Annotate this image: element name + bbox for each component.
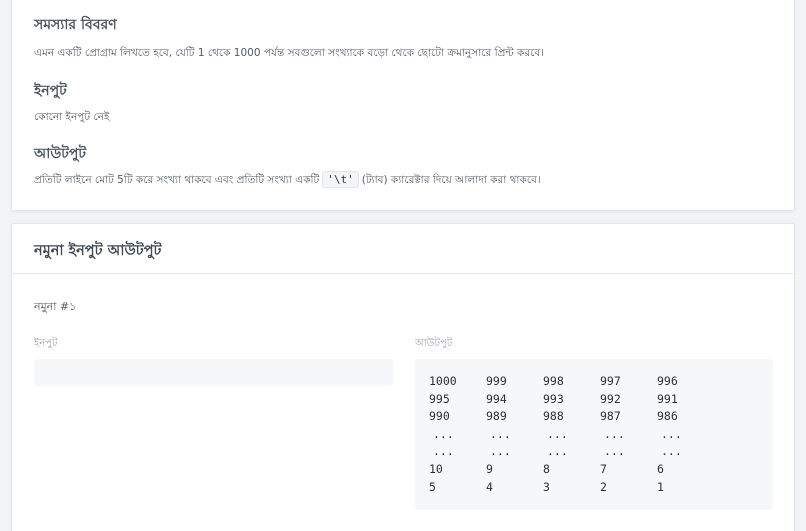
sample-card-header xyxy=(12,224,794,274)
output-value: 2 xyxy=(600,479,607,494)
output-value: 997 xyxy=(600,374,621,388)
output-value: 986 xyxy=(657,409,678,424)
output-value: 8 xyxy=(543,461,550,476)
input-section-title: ইনপুট xyxy=(34,83,67,99)
output-value: 3 xyxy=(543,479,550,494)
output-value: ... xyxy=(547,426,568,441)
output-value: 988 xyxy=(543,409,564,424)
output-value: ... xyxy=(661,426,682,441)
sample-output-box[interactable] xyxy=(415,359,773,510)
output-value: 6 xyxy=(657,461,664,476)
output-value: ... xyxy=(433,426,454,441)
sample-io-card xyxy=(11,223,795,531)
output-value: 10 xyxy=(429,461,443,476)
output-value: 995 xyxy=(429,391,450,406)
output-value: ... xyxy=(490,444,511,459)
output-value: 7 xyxy=(600,461,607,476)
output-value: 990 xyxy=(429,409,450,424)
output-value: ... xyxy=(433,444,454,459)
output-section-text xyxy=(34,173,541,190)
output-value: 992 xyxy=(600,391,621,406)
output-value: 4 xyxy=(486,479,493,494)
sample-header-title: নমুনা ইনপুট আউটপুট xyxy=(34,243,162,259)
output-value: ... xyxy=(547,444,568,459)
output-section-title: আউটপুট xyxy=(34,146,86,162)
output-value: 9 xyxy=(486,461,493,476)
sample-number: নমুনা #১ xyxy=(34,300,77,313)
output-value: 989 xyxy=(486,409,507,424)
input-section-text: কোনো ইনপুট নেই xyxy=(34,111,110,123)
output-value: 5 xyxy=(429,479,436,494)
output-value: ... xyxy=(661,444,682,459)
sample-output-label: আউটপুট xyxy=(415,338,453,349)
output-value: ... xyxy=(490,426,511,441)
output-text-before: প্রতিটি লাইনে মোট 5টি করে সংখ্যা থাকবে এবং প্রতিটি সংখ্যা একটি xyxy=(34,174,320,186)
output-value: 996 xyxy=(657,374,678,388)
output-value: 1 xyxy=(657,479,664,494)
output-value: 999 xyxy=(486,374,507,388)
output-value: ... xyxy=(604,444,625,459)
output-value: ... xyxy=(604,426,625,441)
sample-input-label: ইনপুট xyxy=(34,338,58,349)
output-value: 991 xyxy=(657,391,678,406)
problem-description-card xyxy=(11,0,795,211)
output-value: 1000 xyxy=(429,374,457,388)
output-value: 994 xyxy=(486,391,507,406)
output-value: 993 xyxy=(543,391,564,406)
tab-character-code: '\t' xyxy=(322,171,359,188)
problem-description: এমন একটি প্রোগ্রাম লিখতে হবে, যেটি 1 থেকে 1000 পর্যন্ত সবগুলো সংখ্যাকে বড়ো থেকে ছোটো ক্রমানুসারে প্রিন্ট করবে। xyxy=(34,47,544,59)
output-value: 987 xyxy=(600,409,621,424)
output-text-after: (ট্যাব) ক্যারেক্টার দিয়ে আলাদা করা থাকবে। xyxy=(361,174,541,186)
output-value: 998 xyxy=(543,374,564,388)
problem-title: সমস্যার বিবরণ xyxy=(34,17,117,33)
sample-input-box[interactable] xyxy=(34,359,393,386)
